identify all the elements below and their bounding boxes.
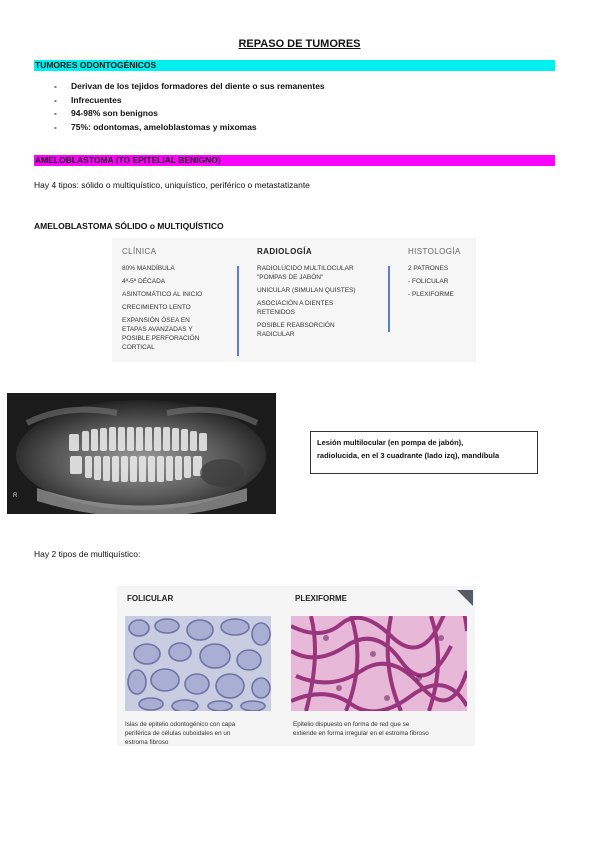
table-cell: EXPANSIÓN ÓSEA EN (122, 317, 190, 324)
table-cell: CORTICAL (122, 344, 155, 351)
table-cell: ASINTOMÁTICO AL INICIO (122, 291, 203, 298)
table-cell: "POMPAS DE JABÓN" (257, 274, 324, 281)
multicystic-intro: Hay 2 tipos de multiquístico: (34, 549, 141, 559)
folicular-caption (125, 720, 273, 747)
list-item: - Infrecuentes (54, 94, 122, 105)
folicular-label: FOLICULAR (127, 594, 174, 603)
table-cell: ASOCIACIÓN A DIENTES (257, 300, 334, 307)
page-title: REPASO DE TUMORES (238, 38, 361, 50)
bullet-list (54, 80, 325, 134)
table-cell: 2 PATRONES (408, 265, 449, 272)
plexiforme-label: PLEXIFORME (295, 594, 348, 603)
column-clinica (122, 238, 202, 352)
table-cell: POSIBLE REABSORCIÓN (257, 322, 335, 329)
histology-panel-image (117, 586, 475, 746)
table-cell: 80% MANDÍBULA (122, 265, 175, 272)
xray-side-marker: R (13, 493, 18, 499)
table-cell: 4ª-5ª DÉCADA (122, 278, 166, 285)
column-divider (237, 266, 239, 356)
list-item-text: 75%: odontomas, ameloblastomas y mixomas (71, 121, 257, 132)
caption-line: periférica de células cuboidales en un (125, 730, 231, 737)
subheading-solid: AMELOBLASTOMA SÓLIDO o MULTIQUÍSTICO (34, 221, 224, 231)
list-item: - 94-98% son benignos (54, 108, 158, 118)
caption-line: radiolucida, en el 3 cuadrante (lado izq), mandíbula (317, 451, 500, 460)
list-item-text: Derivan de los tejidos formadores del diente o sus remanentes (71, 81, 325, 91)
column-histologia (408, 238, 461, 299)
caption-line: estroma fibroso (125, 739, 169, 746)
caption-line: extiende en forma irregular en el estroma fibroso (293, 730, 429, 737)
list-item-text: Infrecuentes (71, 94, 122, 105)
table-cell: POSIBLE PERFORACIÓN (122, 335, 200, 342)
table-cell: RADICULAR (257, 331, 295, 338)
xray-caption-box (310, 431, 538, 474)
corner-fold-icon (457, 590, 473, 606)
table-cell: - PLEXIFORME (408, 291, 454, 298)
caption-line: Lesión multilocular (en pompa de jabón), (317, 438, 464, 447)
folicular-micrograph (125, 616, 271, 711)
table-cell: ETAPAS AVANZADAS Y (122, 326, 193, 333)
plexiforme-micrograph (291, 616, 467, 711)
column-header: HISTOLOGÍA (408, 247, 461, 256)
panoramic-xray-image (7, 393, 276, 514)
table-cell: CRECIMIENTO LENTO (122, 304, 191, 311)
column-radiologia (257, 238, 356, 339)
column-divider (388, 266, 390, 332)
caption-line: Epitelio dispuesto en forma de red que se (293, 721, 410, 728)
section-heading-odontogenic: TUMORES ODONTOGÉNICOS (34, 60, 555, 71)
ameloblastoma-intro: Hay 4 tipos: sólido o multiquístico, uniquístico, periférico o metastatizante (34, 180, 310, 190)
table-cell: - FOLICULAR (408, 278, 449, 285)
caption-line: Islas de epitelio odontogénico con capa (125, 721, 236, 728)
summary-table-image (112, 238, 476, 362)
table-cell: RETENIDOS (257, 309, 295, 316)
column-header: RADIOLOGÍA (257, 247, 313, 256)
table-cell: UNICULAR (SIMULAN QUISTES) (257, 287, 356, 294)
list-item-text: 94-98% son benignos (71, 108, 158, 118)
section-heading-ameloblastoma: AMELOBLASTOMA (TO EPITELIAL BENIGNO) (34, 155, 555, 166)
column-header: CLÍNICA (122, 247, 157, 256)
list-item: - 75%: odontomas, ameloblastomas y mixomas (54, 121, 257, 132)
table-cell: RADIOLÚCIDO MULTILOCULAR (257, 265, 354, 272)
list-item: - Derivan de los tejidos formadores del diente o sus remanentes (54, 81, 325, 91)
plexiforme-caption (293, 720, 467, 738)
